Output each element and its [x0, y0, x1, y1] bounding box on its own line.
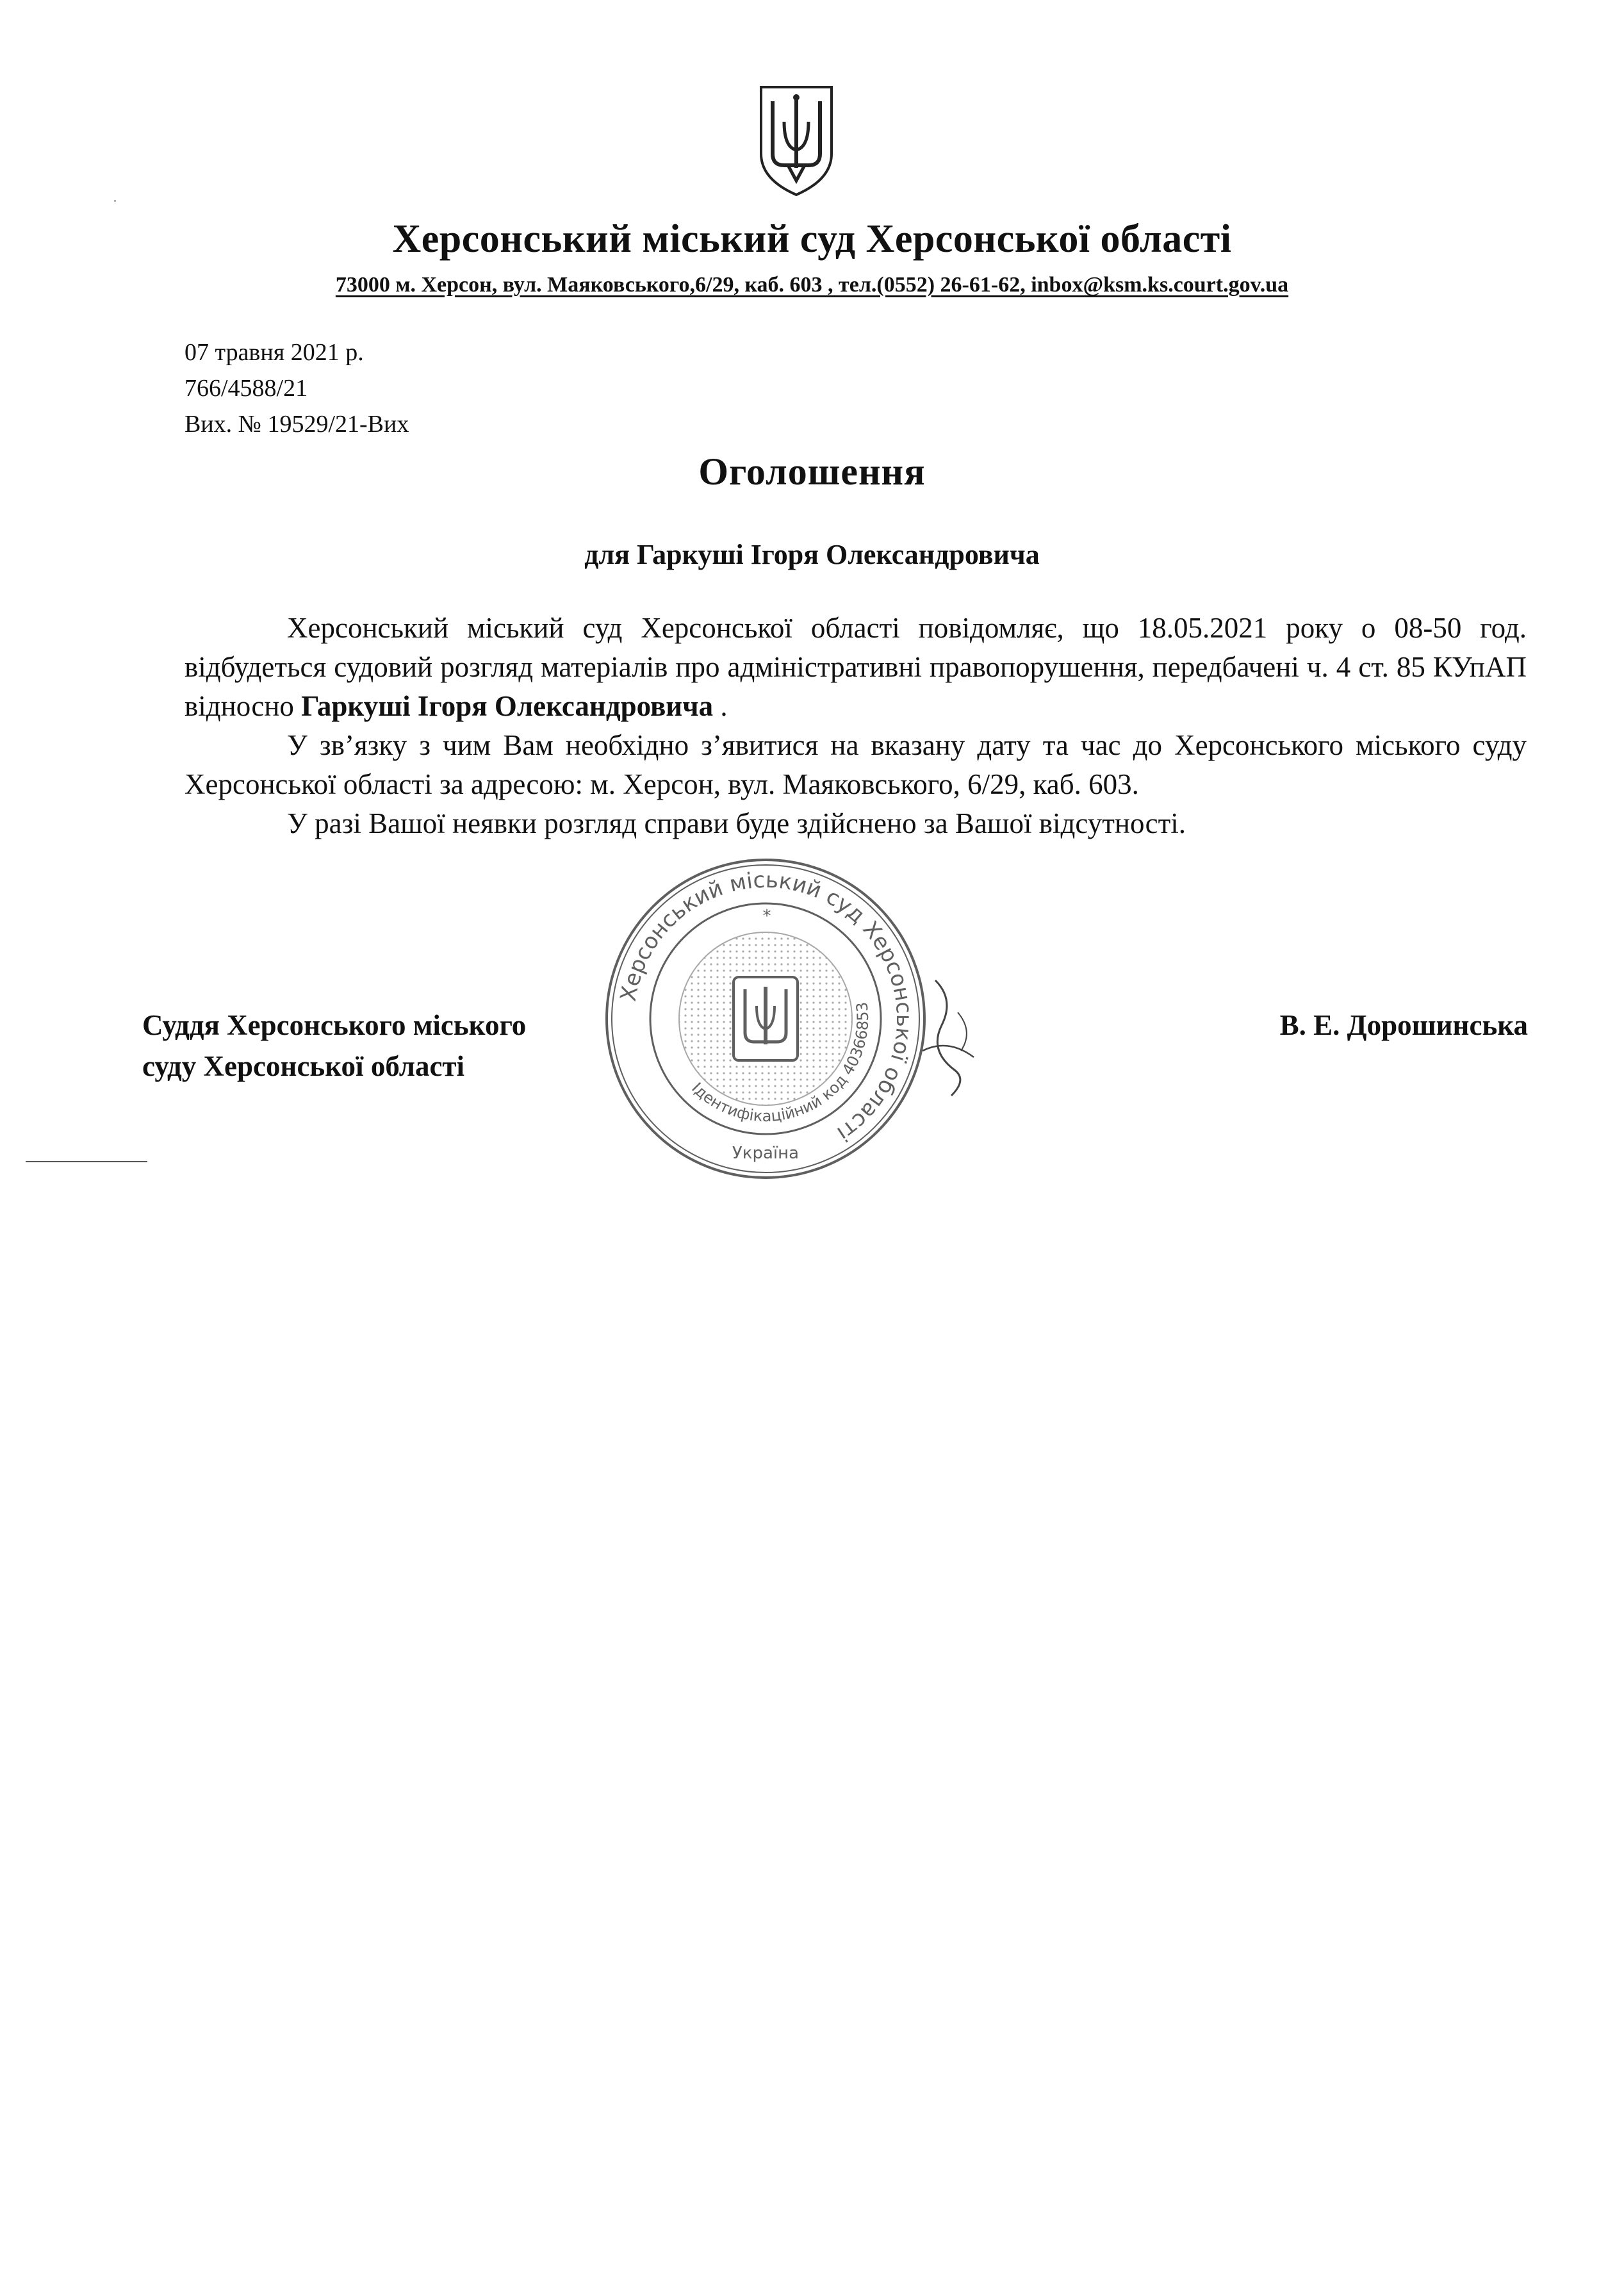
scan-speck — [114, 200, 116, 202]
addressee-line: для Гаркуші Ігоря Олександровича — [584, 539, 1040, 570]
paragraph-hearing-end: . — [713, 690, 728, 722]
court-name: Херсонський міський суд Херсонської області — [392, 217, 1232, 261]
paragraph-summons: У зв’язку з чим Вам необхідно з’явитися на вказану дату та час до Херсонського міського суду Херсонської області за адресою: м. Херсон, вул. Маяковського, 6/29, каб. 603. — [185, 729, 1527, 800]
seal-inner-text: Ідентифікаційний код 40366853 — [688, 1001, 873, 1126]
outgoing-number: Вих. № 19529/21-Вих — [185, 411, 409, 438]
court-seal-stamp — [599, 852, 932, 1185]
paragraph-absence: У разі Вашої неявки розгляд справи буде здійснено за Вашої відсутності. — [287, 807, 1186, 839]
handwritten-signature — [897, 974, 993, 1102]
scan-edge-line — [26, 1161, 147, 1162]
seal-outer-text: Херсонський міський суд Херсонської області — [615, 867, 917, 1147]
judge-position-line2: суду Херсонської області — [142, 1050, 465, 1082]
paragraph-hearing — [185, 609, 1527, 726]
judge-position-line1: Суддя Херсонського міського — [142, 1009, 527, 1041]
document-meta — [185, 334, 409, 442]
seal-country-text: Україна — [732, 1144, 800, 1163]
seal-star: * — [762, 907, 771, 926]
judge-position — [142, 1005, 526, 1087]
announcement-body — [185, 609, 1527, 843]
case-number: 766/4588/21 — [185, 375, 308, 402]
court-address-line: 73000 м. Херсон, вул. Маяковського,6/29, каб. 603 , тел.(0552) 26-61-62, inbox@ksm.ks.court.gov.ua — [335, 273, 1289, 297]
trident-icon — [755, 83, 838, 199]
judge-name: В. Е. Дорошинська — [1279, 1009, 1528, 1041]
defendant-name: Гаркуші Ігоря Олександровича — [301, 690, 714, 722]
seal-trident-icon — [734, 977, 798, 1060]
paragraph-hearing-text: Херсонський міський суд Херсонської області повідомляє, що 18.05.2021 року о 08-50 год. відбудеться судовий розгляд матеріалів про адміністративні правопорушення, передбачені ч. 4 ст. 85 КУпАП відносно — [185, 612, 1527, 722]
document-date: 07 травня 2021 р. — [185, 339, 364, 366]
document-title: Оголошення — [698, 450, 926, 493]
